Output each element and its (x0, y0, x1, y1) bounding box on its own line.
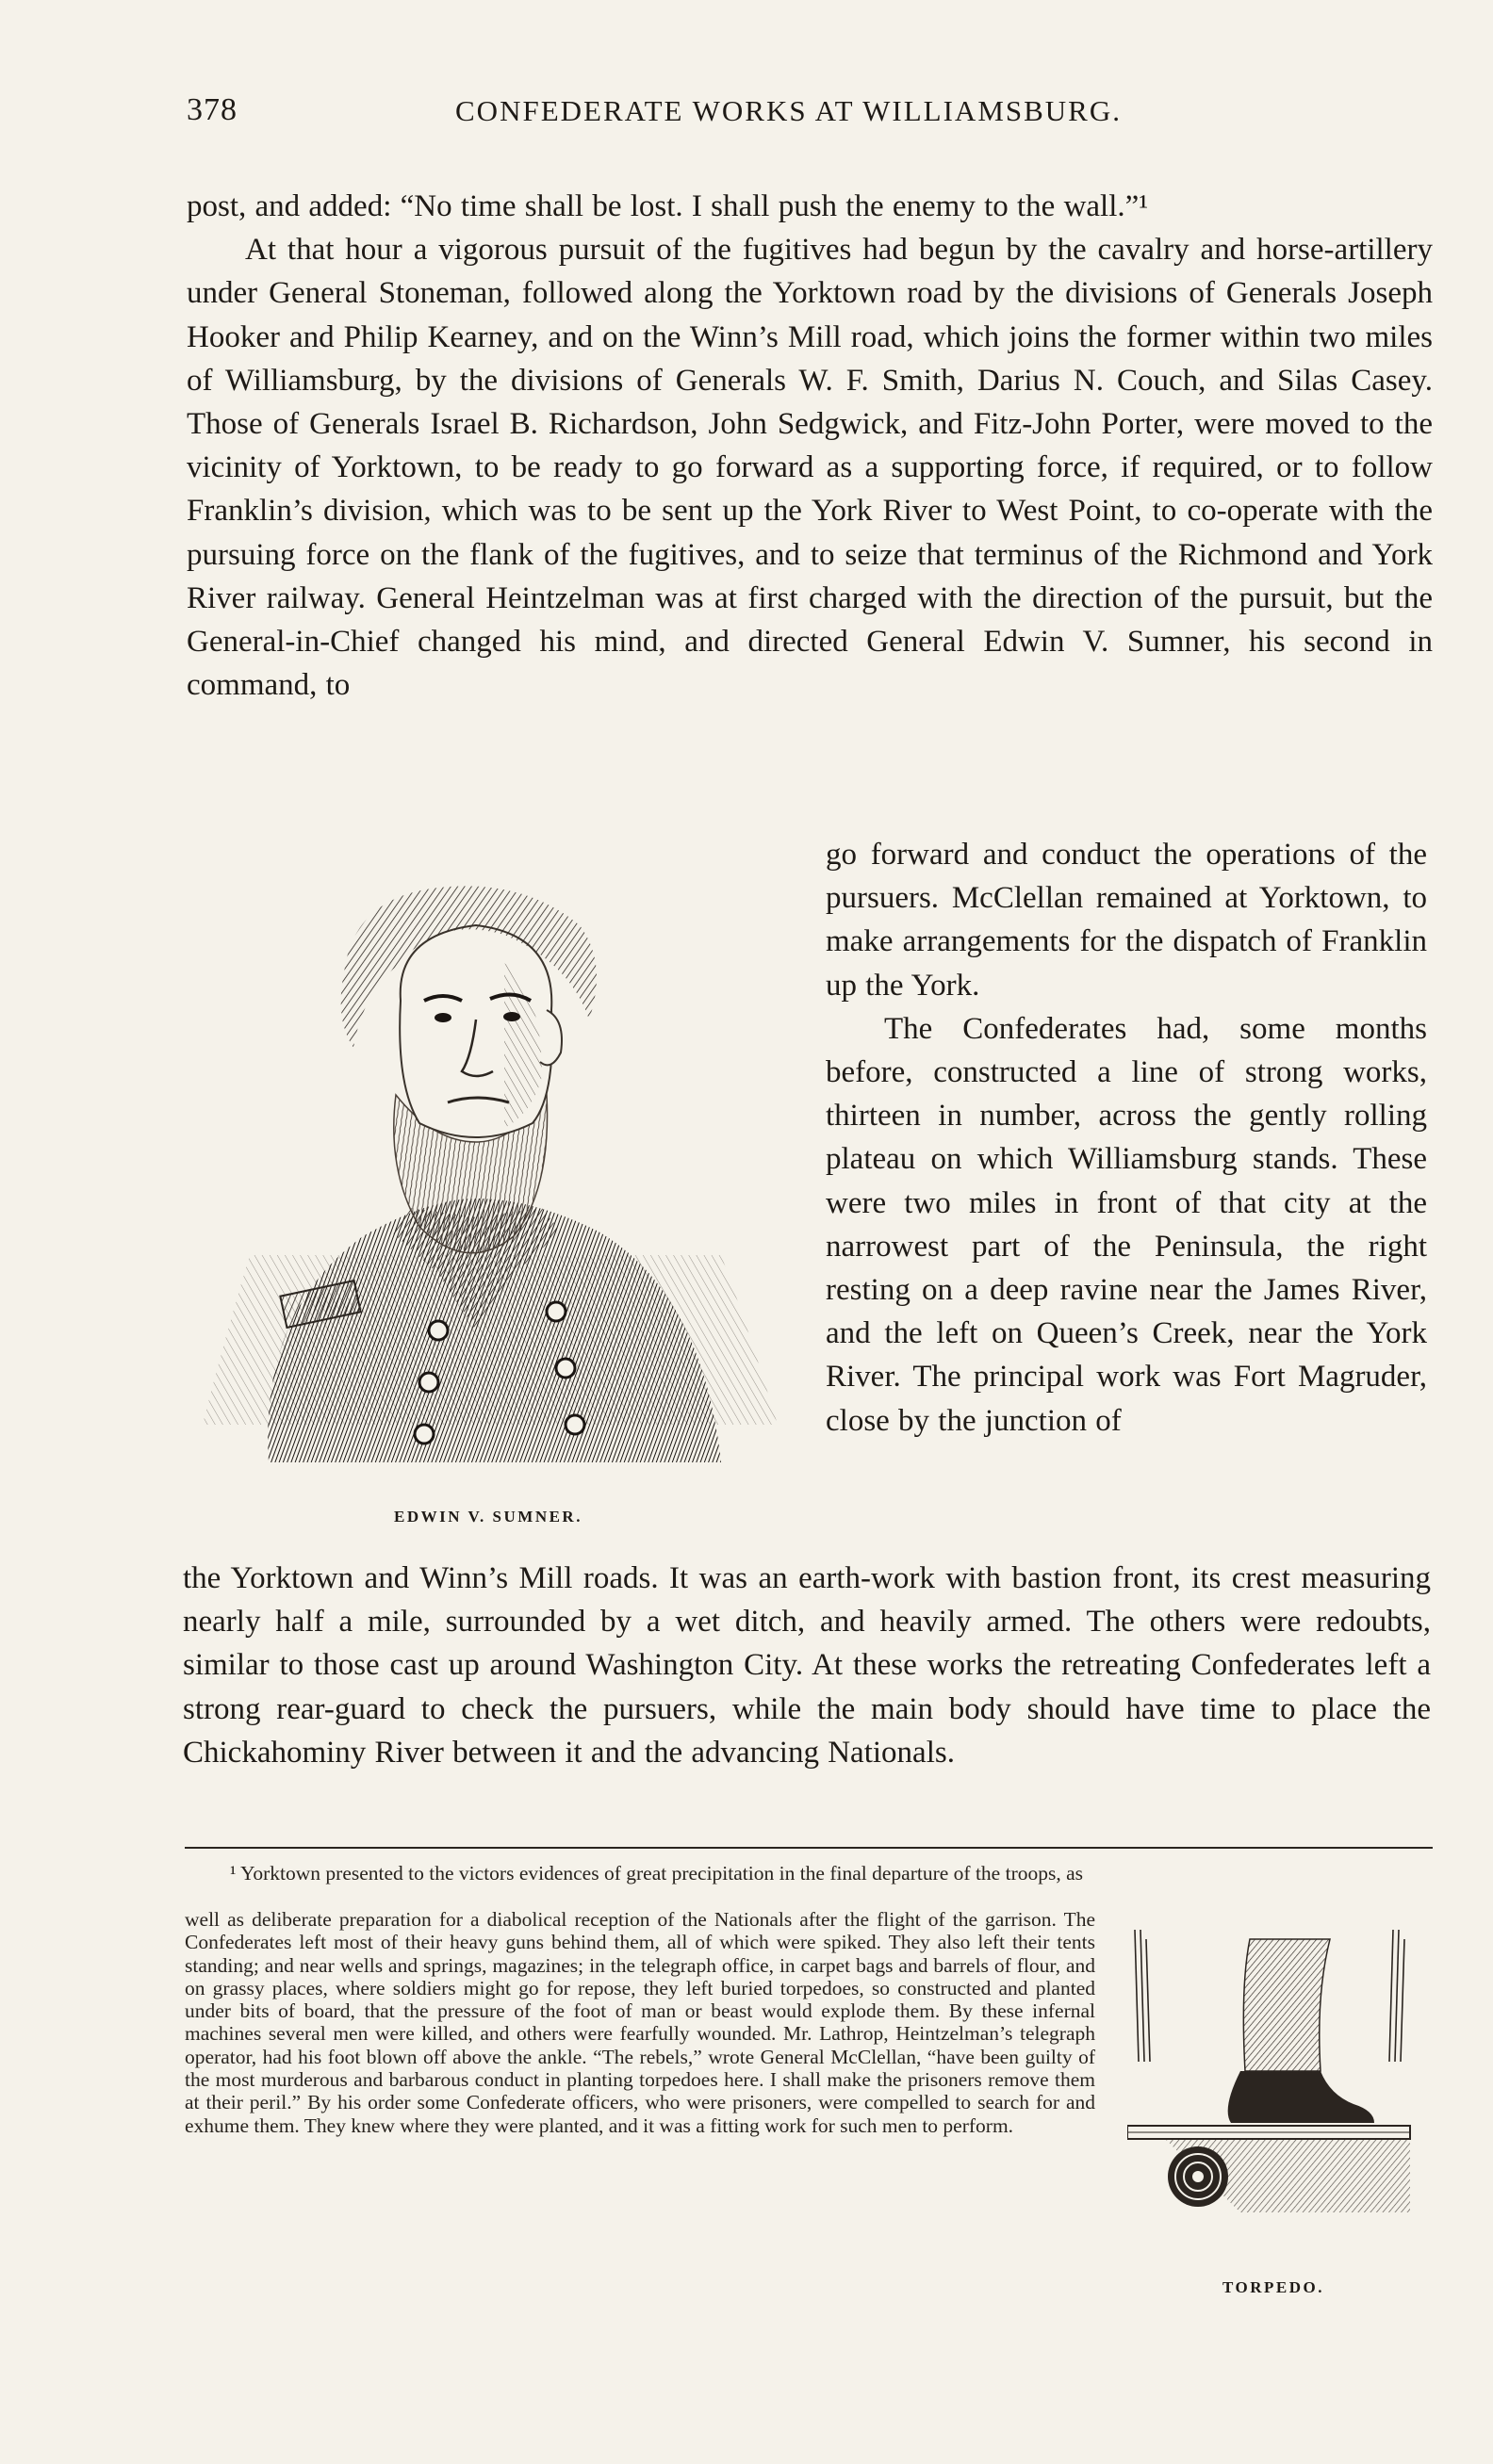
torpedo-illustration (1127, 1930, 1418, 2212)
running-header (187, 92, 1308, 136)
paragraph-works: The Confederates had, some months before, constructed a line of strong works, thirteen in number, across the gently rolling plateau on which Williamsburg stands. These were two miles in front of that city at the narrowest part of the Peninsula, the right resting on a deep ravine near the James River, and the left on Queen’s Creek, near the York River. The principal work was Fort Magruder, close by the junction of (826, 1011, 1427, 1438)
footnote-divider (185, 1847, 1433, 1849)
portrait-caption: EDWIN V. SUMNER. (394, 1508, 582, 1526)
running-title: CONFEDERATE WORKS AT WILLIAMSBURG. (455, 94, 1122, 127)
footnote-body: well as deliberate preparation for a diabolical reception of the Nationals after the flight of the garrison. The Confederates left most of their heavy guns behind them, all of which were spiked. They also left their tents standing; and near wells and springs, magazines; in the telegraph office, in carpet bags and barrels of flour, and on grassy places, where soldiers might go for repose, they left buried torpedoes, so constructed and planted under bits of board, that the pressure of the foot of man or beast would explode them. By these infernal machines several men were killed, and others were fearfully wounded. Mr. Lathrop, Heintzelman’s telegraph operator, had his foot blown off above the ankle. “The rebels,” wrote General McClellan, “have been guilty of the most murderous and barbarous conduct in planting torpedoes here. I shall make the prisoners remove them at their peril.” By his order some Confederate officers, who were prisoners, were compelled to search for and exhume them. They knew where they were planted, and it was a fitting work for such men to perform. (185, 1908, 1095, 2137)
portrait-engraving (193, 859, 785, 1481)
body-text-column (826, 833, 1427, 1443)
paragraph-works-continued: the Yorktown and Winn’s Mill roads. It was an earth-work with bastion front, its crest measuring nearly half a mile, surrounded by a wet ditch, and heavily armed. The others were redoubts, similar to those cast up around Washington City. At these works the retreating Confederates left a strong rear-guard to check the pursuers, while the main body should have time to place the Chickahominy River between it and the advancing Nationals. (183, 1561, 1431, 1770)
footnote-first-line: ¹ Yorktown presented to the victors evidences of great precipitation in the final departure of the troops, as (230, 1862, 1084, 1885)
paragraph-pursuit: At that hour a vigorous pursuit of the fugitives had begun by the cavalry and horse-artillery under General Stoneman, followed along the Yorktown road by the divisions of Generals Joseph Hooker and Philip Kearney, and on the Winn’s Mill road, which joins the former within two miles of Williamsburg, by the divisions of Generals W. F. Smith, Darius N. Couch, and Silas Casey. Those of Generals Israel B. Richardson, John Sedgwick, and Fitz-John Porter, were moved to the vicinity of Yorktown, to be ready to go forward as a supporting force, if required, or to follow Franklin’s division, which was to be sent up the York River to West Point, to co-operate with the pursuing force on the flank of the fugitives, and to seize that terminus of the Richmond and York River railway. General Heintzelman was at first charged with the direction of the pursuit, but the General-in-Chief changed his mind, and directed General Edwin V. Sumner, his second in command, to (187, 233, 1433, 703)
page-number: 378 (187, 92, 238, 127)
paragraph-pursuit-continued: go forward and conduct the operations of the pursuers. McClellan remained at Yorktown, to make arrangements for the dispatch of Franklin up the York. (826, 838, 1427, 1003)
body-text-top (187, 185, 1433, 707)
torpedo-caption: TORPEDO. (1222, 2278, 1325, 2296)
body-text-bottom (183, 1557, 1431, 1774)
paragraph-continuation: post, and added: “No time shall be lost. I shall push the enemy to the wall.”¹ (187, 189, 1149, 223)
